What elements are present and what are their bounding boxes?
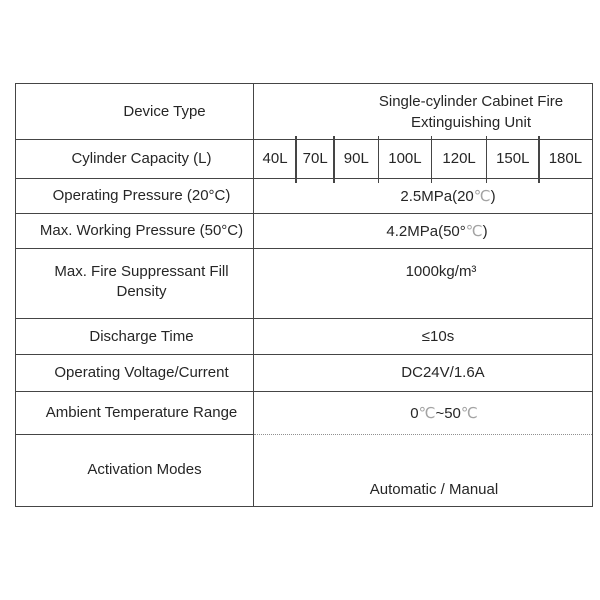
spec-value-max-working-pressure-text: 4.2MPa(50°℃) [386,221,488,240]
spec-label-activation-modes [16,434,254,506]
spec-value-ambient-temperature [254,392,592,434]
spec-value-max-working-pressure [254,214,592,248]
spec-value-voltage-current-text: DC24V/1.6A [401,364,485,381]
spec-value-discharge-time [254,319,592,354]
table-row-max-working-pressure [16,213,592,248]
spec-label-discharge-time [16,319,254,354]
spec-value-voltage-current [254,355,592,391]
spec-label-voltage-current-text: Operating Voltage/Current [54,364,229,381]
table-row-activation-modes [16,434,592,506]
capacity-cells [254,140,592,178]
table-row-operating-pressure [16,178,592,213]
table-row-discharge-time [16,318,592,354]
spec-label-discharge-time-text: Discharge Time [89,327,194,345]
spec-label-ambient-temperature-text: Ambient Temperature Range [45,404,238,421]
spec-value-discharge-time-text: ≤10s [421,327,455,345]
table-row-ambient-temperature [16,391,592,434]
spec-label-cylinder-capacity [16,140,254,178]
spec-value-activation-modes-text: Automatic / Manual [369,480,499,498]
spec-value-ambient-temperature-text: 0℃~50℃ [410,403,478,422]
spec-value-activation-modes [254,434,592,506]
capacity-cell: 150L [487,140,539,178]
table-row-voltage-current [16,354,592,391]
capacity-cell: 120L [432,140,487,178]
spec-label-operating-pressure-text: Operating Pressure (20°C) [52,187,231,204]
capacity-cell: 180L [539,140,592,178]
spec-value-fill-density-text: 1000kg/m³ [405,263,477,280]
spec-label-ambient-temperature [16,392,254,434]
capacity-cell: 40L [262,150,288,167]
capacity-cell: 100L [378,140,431,178]
spec-value-operating-pressure [254,179,592,213]
spec-value-device-type-text: Single-cylinder Cabinet Fire Extinguishing Unit [378,92,564,131]
spec-label-activation-modes-text: Activation Modes [87,461,202,478]
spec-value-fill-density [254,249,592,318]
spec-label-fill-density [16,249,254,318]
table-row-cylinder-capacity [16,139,592,178]
table-row-device-type [16,84,592,139]
spec-label-device-type-text: Device Type [123,102,206,120]
spec-value-device-type [254,84,592,139]
spec-label-voltage-current [16,355,254,391]
spec-value-operating-pressure-text: 2.5MPa(20℃) [400,186,496,205]
capacity-cell: 90L [334,140,378,178]
table-row-fill-density [16,248,592,318]
spec-label-device-type [16,84,254,139]
spec-label-max-working-pressure [16,214,254,248]
capacity-cell: 70L [296,140,334,178]
spec-label-fill-density-text: Max. Fire Suppressant Fill Density [54,263,229,300]
spec-table [15,83,593,507]
spec-label-max-working-pressure-text: Max. Working Pressure (50°C) [39,222,244,239]
spec-label-operating-pressure [16,179,254,213]
spec-label-cylinder-capacity-text: Cylinder Capacity (L) [71,150,212,167]
